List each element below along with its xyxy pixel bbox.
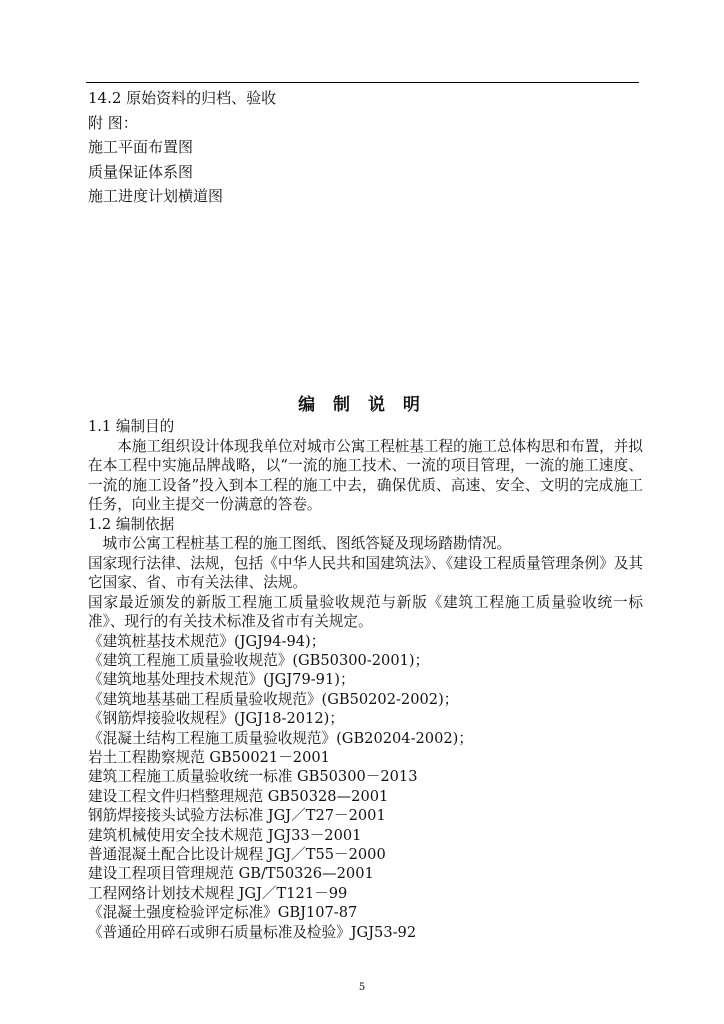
toc-item: 附 图： xyxy=(88,113,138,132)
section-title: 编 制 说 明 xyxy=(298,395,426,415)
reference-item: 建设工程项目管理规范 GB/T50326—2001 xyxy=(88,865,374,883)
toc-item: 施工平面布置图 xyxy=(88,138,194,156)
purpose-heading: 1.1 编制目的 xyxy=(88,418,175,435)
reference-item: 工程网络计划技术规程 JGJ／T121－99 xyxy=(88,884,348,902)
reference-item: 《混凝土结构工程施工质量验收规范》(GB20204-2002)； xyxy=(88,729,473,747)
body-text xyxy=(88,417,643,942)
reference-item: 建筑机械使用安全技术规范 JGJ33－2001 xyxy=(88,826,362,844)
reference-item: 钢筋焊接接头试验方法标准 JGJ／T27－2001 xyxy=(88,807,386,825)
reference-item: 《普通砼用碎石或卵石质量标准及检验》JGJ53-92 xyxy=(88,923,417,941)
reference-item: 《钢筋焊接验收规程》(JGJ18-2012)； xyxy=(88,710,344,728)
page-number: 5 xyxy=(358,982,366,993)
reference-item: 建设工程文件归档整理规范 GB50328—2001 xyxy=(88,787,389,805)
reference-item: 《建筑地基处理技术规范》(JGJ79-91)； xyxy=(88,671,355,689)
reference-item: 《混凝土强度检验评定标准》GBJ107-87 xyxy=(88,904,358,922)
basis-heading: 1.2 编制依据 xyxy=(88,515,175,533)
reference-item: 《建筑地基基础工程质量验收规范》(GB50202-2002)； xyxy=(88,690,459,708)
basis-line-drawings: 城市公寓工程桩基工程的施工图纸、图纸答疑及现场踏勘情况。 xyxy=(102,535,512,552)
toc-list xyxy=(88,86,648,209)
reference-item: 岩土工程勘察规范 GB50021－2001 xyxy=(88,748,330,766)
toc-item: 质量保证体系图 xyxy=(88,162,194,181)
basis-paragraph-laws: 国家现行法律、法规，包括《中华人民共和国建筑法》、《建设工程质量管理条例》及其它国家、省、市有关法律、法规。 xyxy=(88,554,643,591)
reference-item: 建筑工程施工质量验收统一标准 GB50300－2013 xyxy=(88,768,418,786)
basis-paragraph-standards: 国家最近颁发的新版工程施工质量验收规范与新版《建筑工程施工质量验收统一标准》、现行的有关技术标准及省市有关规定。 xyxy=(88,593,643,630)
purpose-paragraph: 本施工组织设计体现我单位对城市公寓工程桩基工程的施工总体构思和布置，并拟在本工程中实施品牌战略，以“一流的施工技术、一流的项目管理，一流的施工速度、一流的施工设备”投入到本工程的施工中去，确保优质、高速、安全、文明的完成施工任务，向业主提交一份满意的答卷。 xyxy=(88,437,643,513)
reference-item: 《建筑工程施工质量验收规范》(GB50300-2001)； xyxy=(88,651,430,669)
header-rule xyxy=(86,82,639,83)
reference-item: 普通混凝土配合比设计规程 JGJ／T55－2000 xyxy=(88,845,386,863)
toc-item: 施工进度计划横道图 xyxy=(88,187,224,205)
reference-list xyxy=(88,632,643,943)
toc-item: 14.2 原始资料的归档、验收 xyxy=(88,89,277,107)
reference-item: 《建筑桩基技术规范》(JGJ94-94)； xyxy=(88,632,326,650)
